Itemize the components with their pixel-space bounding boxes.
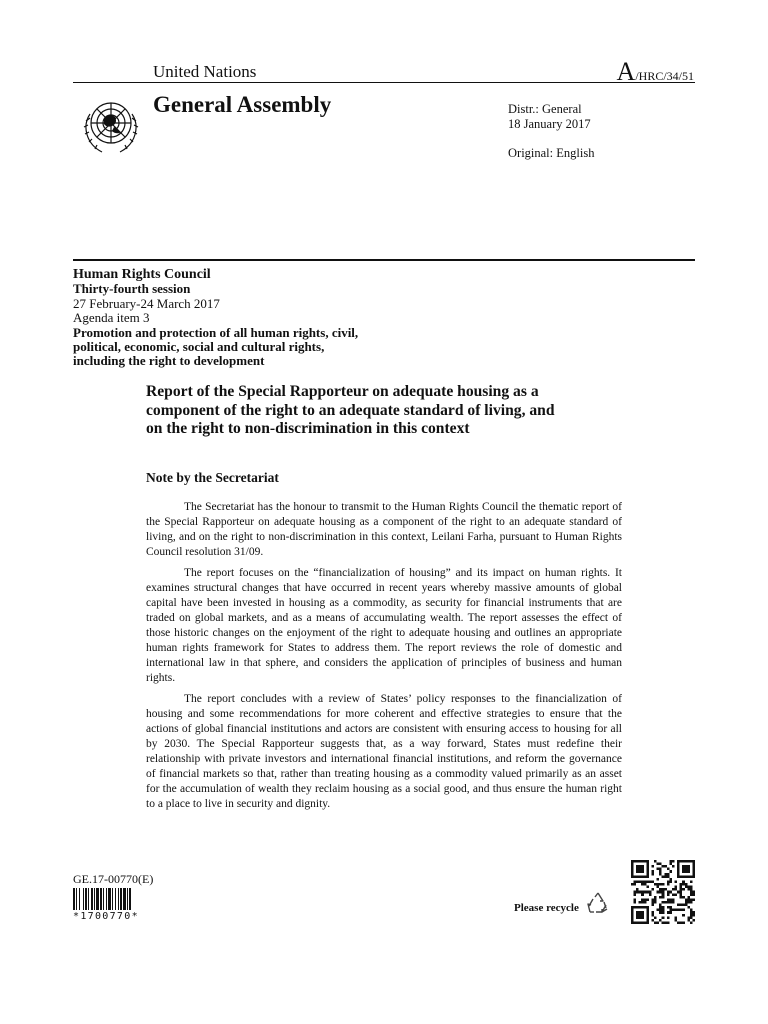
barcode-number: *1700770*	[73, 911, 139, 922]
qr-code-icon	[631, 860, 695, 924]
document-date: 18 January 2017	[508, 117, 591, 131]
agenda-item: Agenda item 3	[73, 310, 150, 326]
agenda-title-line-3: including the right to development	[73, 353, 265, 369]
original-language: Original: English	[508, 146, 595, 160]
paragraph: The report focuses on the “financialization of housing” and its impact on human rights. It examines structural changes that have occurred in recent years whereby massive amounts of global capital have been invested in housing as a commodity, as security for financial instruments that are traded on global markets, and as a means of accumulating wealth. The report assesses the effect of those historic changes on the enjoyment of the right to adequate housing and outlines an appropriate human rights framework for States to address them. The report reviews the role of domestic and international law in that sphere, and considers the application of principles of business and human rights.	[146, 567, 622, 684]
report-title-line-3: on the right to non-discrimination in this context	[146, 420, 470, 437]
session-name: Thirty-fourth session	[73, 281, 191, 297]
barcode-icon	[73, 888, 183, 910]
header-rule	[73, 82, 695, 83]
paragraph: The Secretariat has the honour to transmit to the Human Rights Council the thematic report of the Special Rapporteur on adequate housing as a component of the right to an adequate standard of living, and on the right to non-discrimination in this context, Leilani Farha, pursuant to Human Rights Council resolution 31/09.	[146, 501, 622, 558]
org-name: United Nations	[153, 62, 257, 81]
council-block	[73, 268, 393, 369]
council-name: Human Rights Council	[73, 267, 211, 282]
agenda-title-line-2: political, economic, social and cultural rights,	[73, 339, 325, 355]
distribution-block	[508, 102, 591, 132]
distribution-label: Distr.: General	[508, 102, 582, 116]
symbol-prefix: A	[616, 57, 636, 86]
report-title-line-1: Report of the Special Rapporteur on adequate housing as a	[146, 383, 539, 400]
recycle-label: Please recycle	[514, 902, 579, 914]
symbol-rest: /HRC/34/51	[635, 69, 694, 83]
note-body	[146, 500, 622, 818]
un-emblem-icon	[78, 92, 144, 158]
report-title-line-2: component of the right to an adequate standard of living, and	[146, 401, 555, 419]
report-title	[146, 383, 636, 439]
note-heading: Note by the Secretariat	[146, 470, 279, 485]
session-dates: 27 February-24 March 2017	[73, 295, 220, 311]
ge-code: GE.17-00770(E)	[73, 872, 154, 886]
section-rule	[73, 259, 695, 261]
recycle-icon	[585, 890, 611, 916]
general-assembly-title: General Assembly	[153, 92, 332, 117]
agenda-title-line-1: Promotion and protection of all human rights, civil,	[73, 324, 359, 340]
paragraph: The report concludes with a review of States’ policy responses to the financialization of housing and some recommendations for more coherent and effective strategies to ensure that the actions of global financial institutions and actors are consistent with ensuring access to housing for all by 2030. The Special Rapporteur suggests that, as a way forward, States must redefine their relationship with private investors and international financial institutions, and reform the governance of financial markets so that, rather than treating housing as a commodity valued primarily as an asset for the accumulation of wealth they reclaim housing as a social good, and thus ensure the human right to a place to live in security and dignity.	[146, 693, 622, 810]
